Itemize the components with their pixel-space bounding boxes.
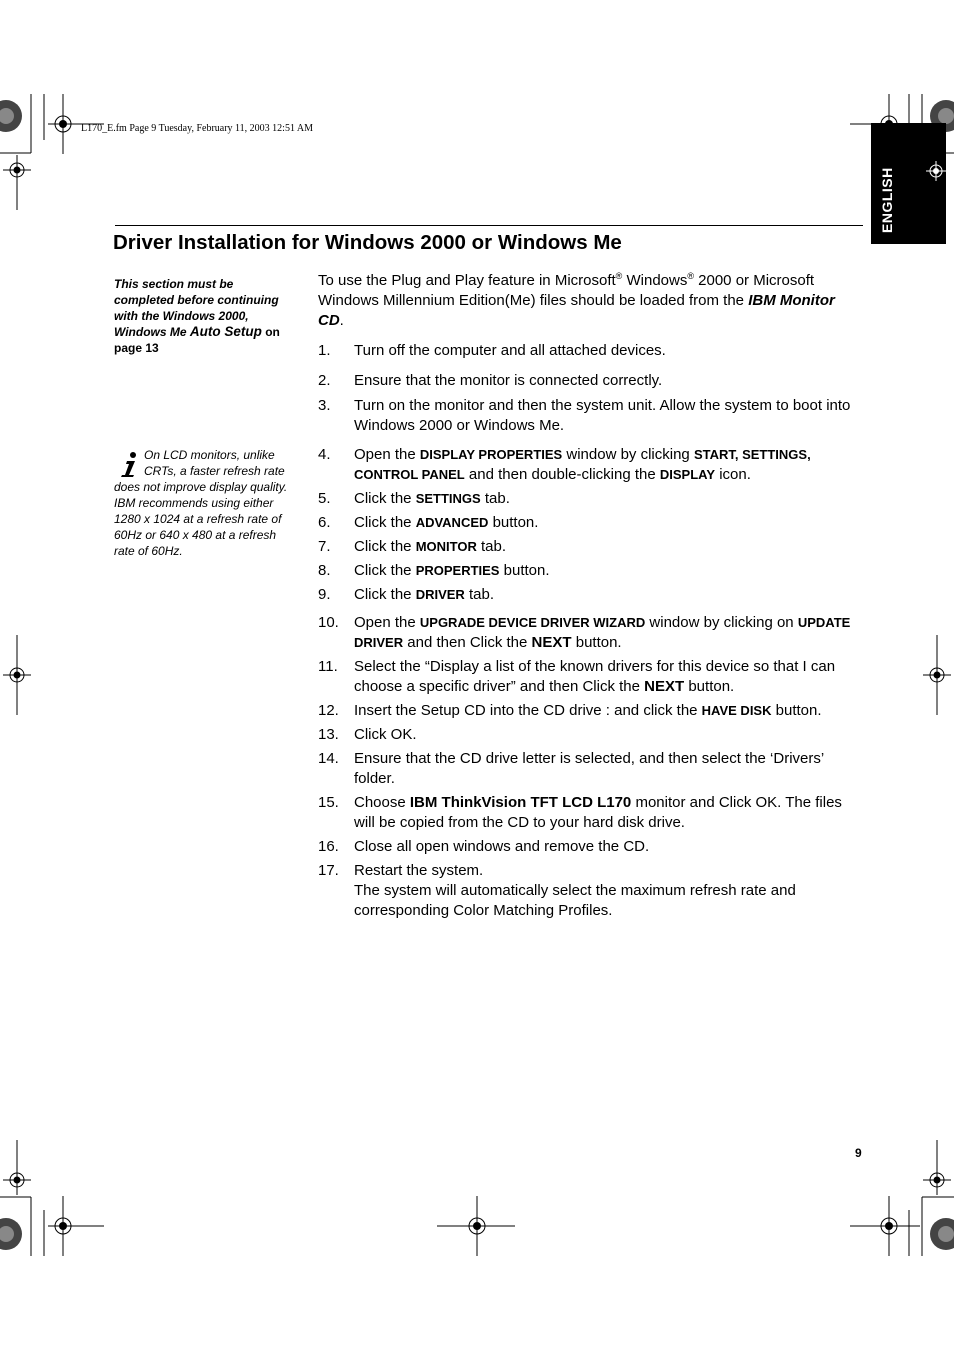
step-text: tab. — [480, 490, 510, 507]
step-text: Click the — [354, 490, 416, 507]
ui-term: START, SETTINGS, CONTROL PANEL — [354, 447, 811, 482]
step-text: icon. — [715, 466, 751, 483]
language-tab-label: ENGLISH — [879, 167, 895, 233]
step-number: 6. — [318, 514, 331, 531]
refresh-rate-note — [114, 447, 294, 559]
step-number: 15. — [318, 794, 339, 811]
registration-mark — [0, 94, 104, 210]
refresh-rate-note-text: On LCD monitors, unlike CRTs, a faster refresh rate does not improve display quality. IBM recommends using either 1280 x 1024 at a refresh rate of 60Hz or 640 x 480 at a refresh rate of 60Hz. — [114, 448, 288, 558]
step-text: Open the — [354, 614, 420, 631]
ui-term: DRIVER — [415, 587, 465, 602]
step-text: Restart the system. — [354, 862, 484, 879]
step-item — [318, 489, 863, 509]
step-text: window by clicking on — [645, 614, 798, 631]
step-text: Open the — [354, 446, 420, 463]
step-number: 7. — [318, 538, 331, 555]
step-item — [318, 585, 863, 605]
step-text: and then Click the — [403, 634, 532, 651]
ui-term: HAVE DISK — [701, 703, 772, 718]
step-number: 1. — [318, 342, 331, 359]
registration-mark-icon — [926, 161, 946, 181]
step-number: 12. — [318, 702, 339, 719]
step-number: 14. — [318, 750, 339, 767]
title-rule — [115, 225, 863, 226]
step-number: 13. — [318, 726, 339, 743]
cd-name: IBM Monitor CD — [318, 292, 835, 329]
step-item — [318, 837, 863, 857]
prerequisite-note-text: This section must be completed before continuing with the Windows 2000, Windows Me — [114, 277, 279, 339]
intro-paragraph — [318, 271, 863, 331]
step-number: 16. — [318, 838, 339, 855]
registered-mark: ® — [615, 271, 623, 281]
page-number: 9 — [855, 1146, 862, 1160]
step-text: Ensure that the CD drive letter is selected, and then select the ‘Drivers’ folder. — [354, 750, 824, 787]
step-text: Select the “Display a list of the known drivers for this device so that I can choose a specific driver” and then Click the — [354, 658, 836, 695]
ui-term: SETTINGS — [415, 491, 481, 506]
intro-text: Windows — [622, 272, 688, 289]
step-text: Click the — [354, 514, 416, 531]
step-number: 9. — [318, 586, 331, 603]
step-text: Click the — [354, 562, 416, 579]
step-number: 5. — [318, 490, 331, 507]
step-item — [318, 701, 863, 721]
step-item — [318, 537, 863, 557]
step-number: 2. — [318, 372, 331, 389]
step-item — [318, 657, 863, 697]
ui-term: DISPLAY — [659, 467, 716, 482]
step-text: Insert the Setup CD into the CD drive : and click the — [354, 702, 702, 719]
step-item — [318, 725, 863, 745]
step-item — [318, 341, 863, 361]
step-item — [318, 613, 863, 653]
ui-term: UPDATE DRIVER — [354, 615, 851, 650]
step-text: tab. — [476, 538, 507, 555]
step-text: button. — [771, 702, 822, 719]
step-number: 3. — [318, 397, 331, 414]
file-info-header: L170_E.fm Page 9 Tuesday, February 11, 2003 12:51 AM — [81, 123, 314, 134]
ui-term: ADVANCED — [415, 515, 489, 530]
step-text: Turn off the computer and all attached devices. — [354, 342, 666, 359]
prerequisite-note — [114, 276, 294, 356]
step-number: 8. — [318, 562, 331, 579]
ui-term: NEXT — [531, 634, 572, 651]
step-number: 4. — [318, 446, 331, 463]
step-text: tab. — [464, 586, 494, 603]
step-text: Ensure that the monitor is connected correctly. — [354, 372, 663, 389]
auto-setup-link[interactable]: Auto Setup — [189, 324, 262, 339]
page-title: Driver Installation for Windows 2000 or Windows Me — [113, 231, 622, 254]
info-icon — [114, 449, 144, 479]
step-text: Click OK. — [354, 726, 417, 743]
step-number: 11. — [318, 658, 338, 675]
step-text: The system will automatically select the maximum refresh rate and corresponding Color Matching Profiles. — [354, 882, 796, 919]
step-item — [318, 561, 863, 581]
step-text: button. — [488, 514, 539, 531]
step-text: Turn on the monitor and then the system unit. Allow the system to boot into Windows 2000 or Windows Me. — [354, 397, 851, 434]
main-content — [318, 271, 863, 925]
step-text: button. — [684, 678, 735, 695]
intro-text: 2000 or Microsoft Windows Millennium Edition(Me) files should be loaded from the — [318, 272, 815, 309]
product-name: IBM ThinkVision TFT LCD L170 — [409, 794, 632, 811]
ui-term: PROPERTIES — [415, 563, 500, 578]
page-reference: on page 13 — [114, 325, 280, 355]
intro-text: . — [339, 312, 344, 329]
ui-term: UPGRADE DEVICE DRIVER WIZARD — [419, 615, 646, 630]
registered-mark: ® — [687, 271, 694, 281]
step-item — [318, 513, 863, 533]
step-item — [318, 793, 863, 833]
intro-text: To use the Plug and Play feature in Microsoft — [318, 272, 616, 289]
step-text: Click the — [354, 538, 416, 555]
step-text: Click the — [354, 586, 416, 603]
language-tab — [871, 123, 946, 244]
ui-term: DISPLAY PROPERTIES — [419, 447, 563, 462]
step-item — [318, 396, 863, 436]
step-item — [318, 861, 863, 921]
step-text: button. — [499, 562, 550, 579]
step-item — [318, 371, 863, 391]
step-text: monitor and Click OK. The files will be copied from the CD to your hard disk drive. — [354, 794, 842, 831]
step-text: window by clicking — [562, 446, 694, 463]
ui-term: MONITOR — [415, 539, 477, 554]
step-text: Choose — [354, 794, 410, 811]
ui-term: NEXT — [644, 678, 685, 695]
step-item — [318, 749, 863, 789]
step-number: 17. — [318, 862, 339, 879]
step-number: 10. — [318, 614, 339, 631]
step-item — [318, 445, 863, 485]
step-text: and then double-clicking the — [464, 466, 660, 483]
step-text: button. — [571, 634, 622, 651]
step-text: Close all open windows and remove the CD. — [354, 838, 650, 855]
